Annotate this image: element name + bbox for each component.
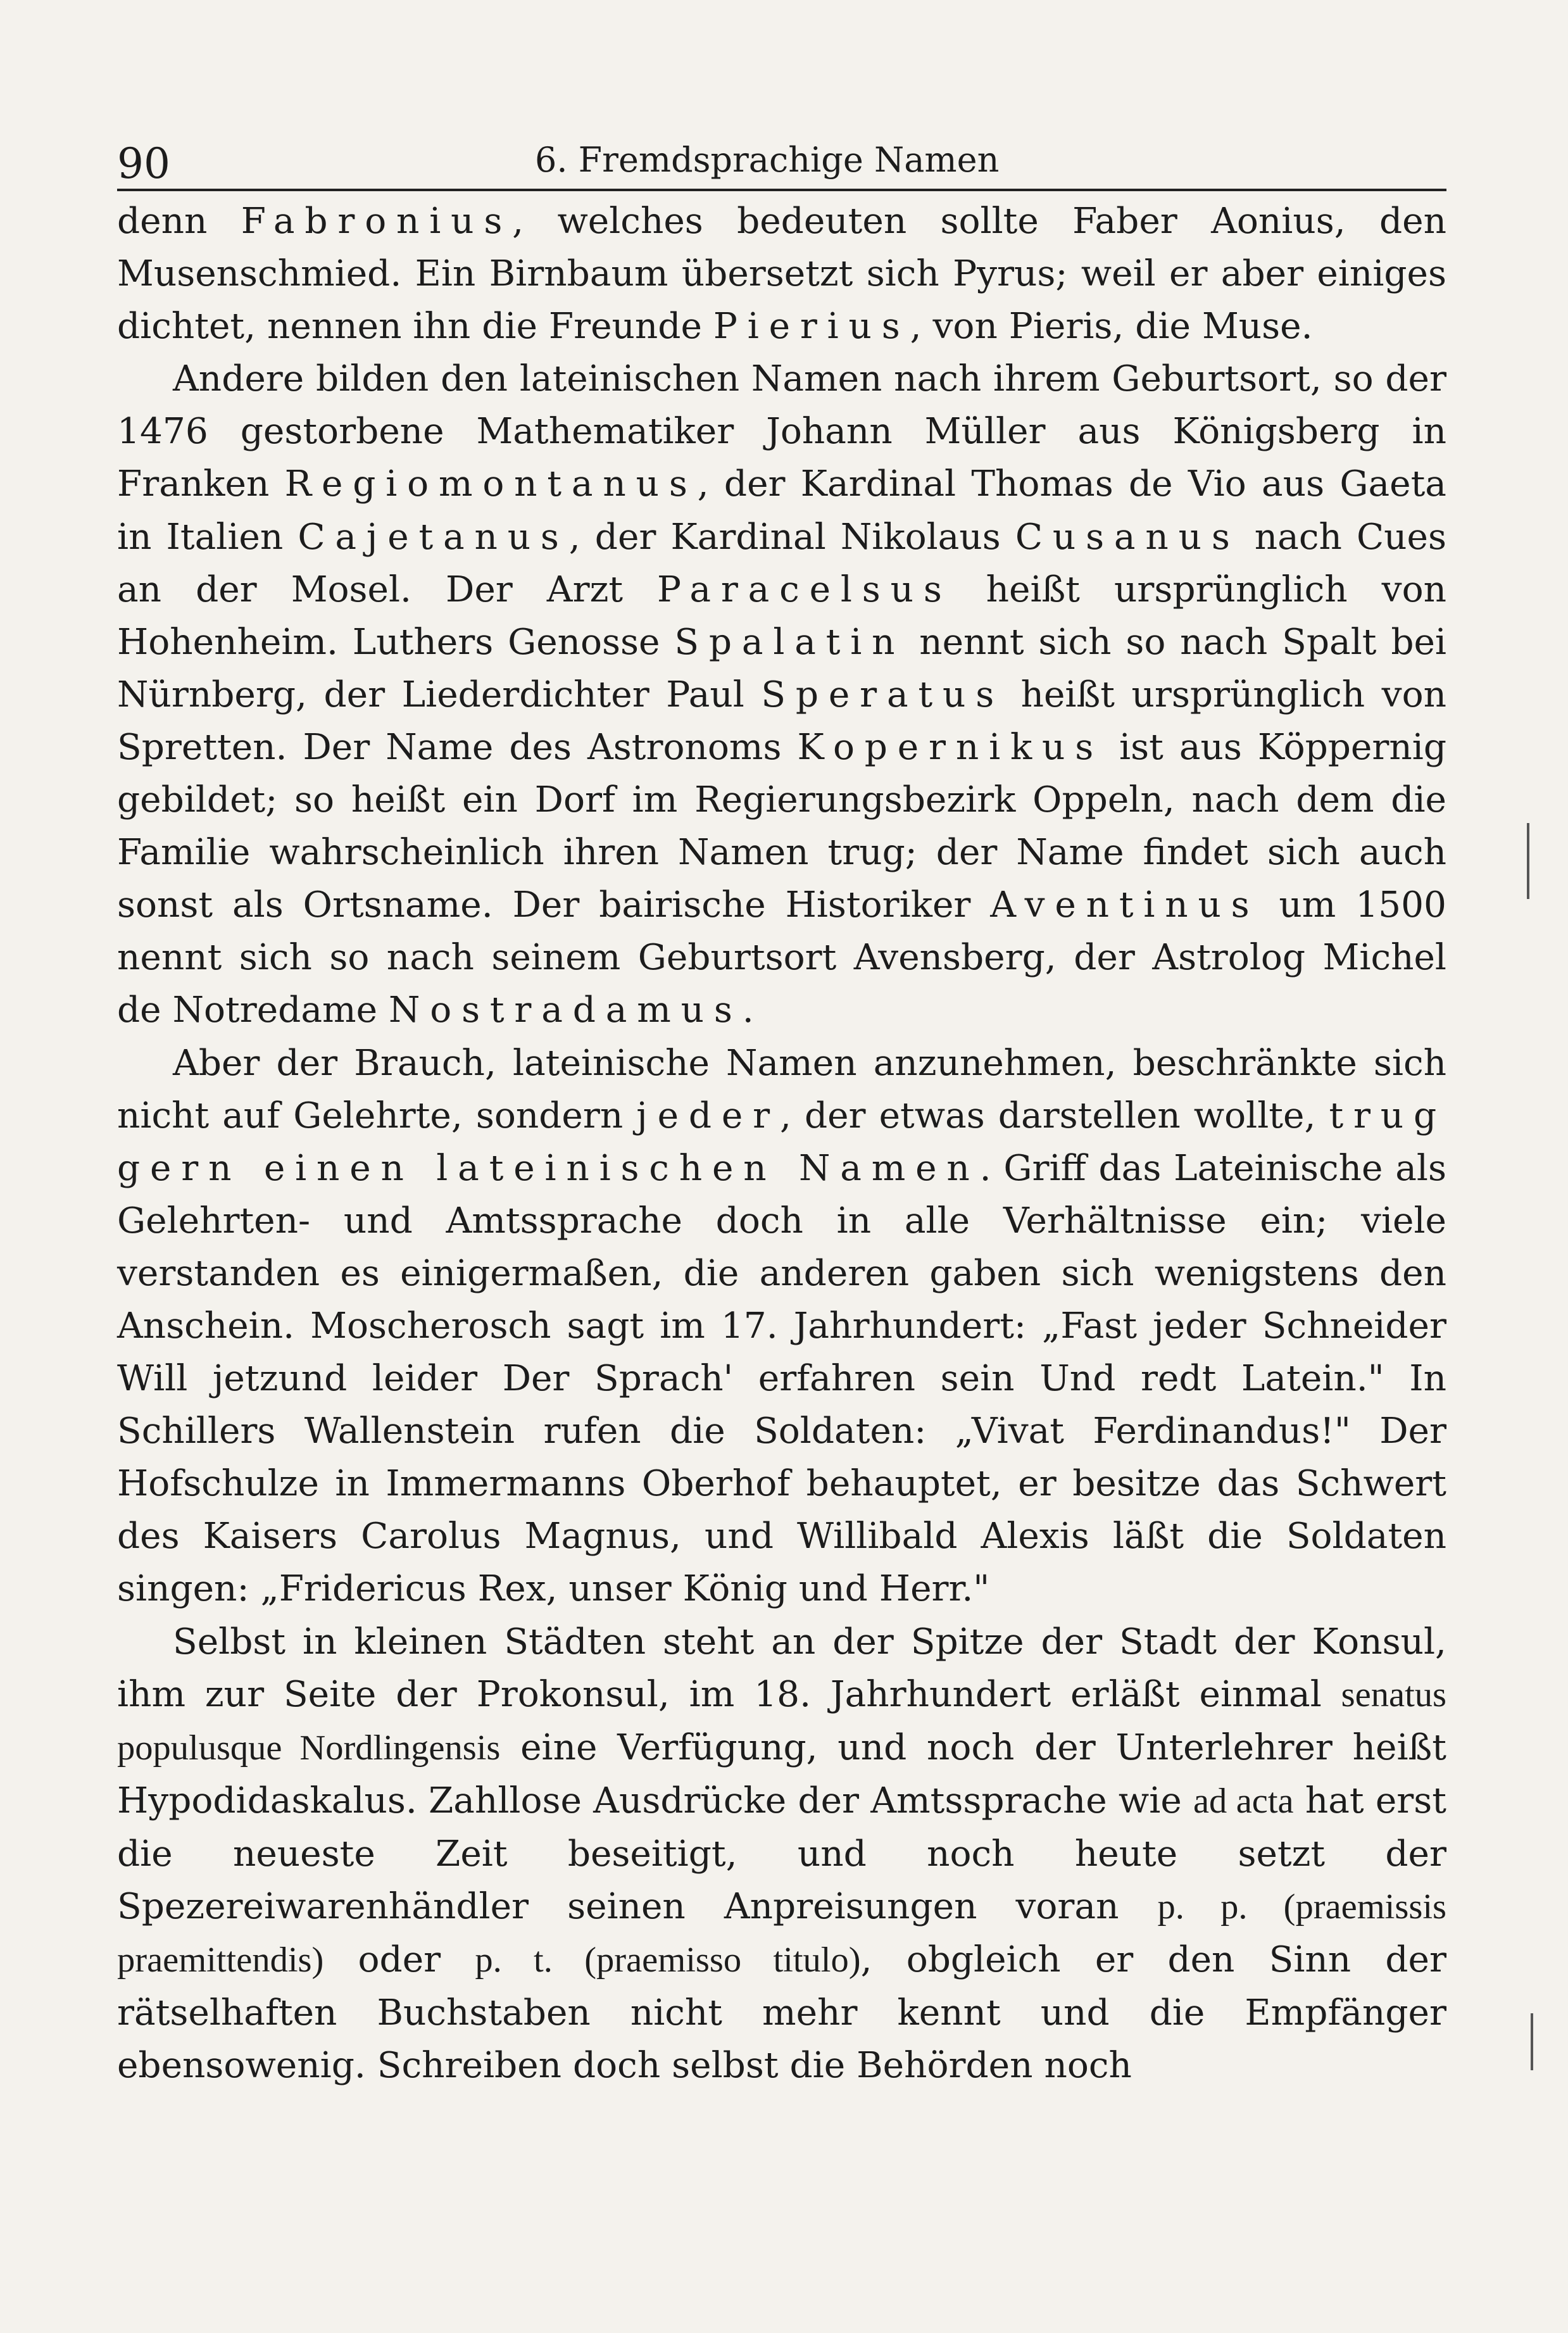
page-number: 90 xyxy=(117,139,170,188)
latin-text: senatus populusque Nordlingensis xyxy=(117,1675,1446,1768)
text-run: , der Kardinal Nikolaus xyxy=(568,516,1015,558)
text-run: ist aus Köppernig gebildet; so heißt ein Dorf im Regierungsbezirk Oppeln, nach dem die Familie wahrscheinlich ihren Namen trug; der Name findet sich auch sonst als Ortsname. Der bairische Historiker xyxy=(117,726,1446,926)
book-page xyxy=(117,108,1446,2273)
text-run: , von Pieris, die Muse. xyxy=(910,306,1313,348)
emphasized-text: Spalatin xyxy=(674,621,905,663)
running-title: 6. Fremdsprachige Namen xyxy=(535,140,1000,180)
paragraph xyxy=(117,195,1446,353)
text-run: , obgleich er den Sinn der rätselhaften Buchstaben nicht mehr kennt und die Empfänger ebensowenig. Schreiben doch selbst die Behörden noch xyxy=(117,1939,1446,2087)
text-run: heißt ursprünglich von Hohenheim. Luthers Genosse xyxy=(117,569,1446,663)
margin-scan-mark xyxy=(1531,2013,1533,2070)
emphasized-text: Nostradamus xyxy=(389,990,743,1031)
running-head xyxy=(117,108,1446,191)
paragraph xyxy=(117,1616,1446,2092)
text-run: denn xyxy=(117,201,241,242)
text-run: nach Cues an der Mosel. Der Arzt xyxy=(117,516,1446,610)
emphasized-text: Cajetanus xyxy=(298,516,569,558)
text-run: um 1500 nennt sich so nach seinem Geburtsort Avensberg, der Astrolog Michel de Notredame xyxy=(117,884,1446,1031)
latin-text: ad acta xyxy=(1193,1781,1294,1821)
emphasized-text: trug gern einen lateinischen Namen xyxy=(117,1095,1446,1189)
emphasized-text: Pierius xyxy=(713,306,910,348)
text-run: Andere bilden den lateinischen Namen nach ihrem Geburtsort, so der 1476 gestorbene Mathematiker Johann Müller aus Königsberg in Franken xyxy=(117,358,1446,505)
emphasized-text: Speratus xyxy=(761,674,1005,715)
latin-text: p. t. (praemisso titulo) xyxy=(475,1940,861,1980)
margin-scan-mark xyxy=(1527,823,1529,899)
emphasized-text: Paracelsus xyxy=(657,569,952,610)
latin-text: p. p. (praemissis praemittendis) xyxy=(117,1887,1447,1980)
emphasized-text: Kopernikus xyxy=(797,726,1104,768)
text-run: eine Verfügung, und noch der Unterlehrer heißt Hypodidaskalus. Zahllose Ausdrücke der Amtssprache wie xyxy=(117,1726,1446,1821)
text-run: heißt ursprünglich von Spretten. Der Name des Astronoms xyxy=(117,674,1446,768)
text-run: hat erst die neueste Zeit beseitigt, und noch heute setzt der Spezereiwarenhändler seinen Anpreisungen voran xyxy=(117,1780,1447,1927)
paragraph xyxy=(117,353,1446,1036)
text-run: . Griff das Lateinische als Gelehrten- und Amtssprache doch in alle Verhältnisse ein; viele verstanden es einigermaßen, die anderen gaben sich wenigstens den Anschein. Moscherosch sagt im 17. Jahrhundert: „Fast jeder Schneider Will jetzund leider Der Sprach' erfahren sein Und redt Latein." In Schillers Wallenstein rufen die Soldaten: „Vivat Ferdinandus!" Der Hofschulze in Immermanns Oberhof behauptet, er besitze das Schwert des Kaisers Carolus Magnus, und Willibald Alexis läßt die Soldaten singen: „Fridericus Rex, unser König und Herr." xyxy=(117,1147,1446,1610)
text-run: Selbst in kleinen Städten steht an der Spitze der Stadt der Konsul, ihm zur Seite der Prokonsul, im 18. Jahrhundert erläßt einmal xyxy=(117,1621,1446,1715)
emphasized-text: Regiomontanus xyxy=(284,463,698,505)
emphasized-text: jeder xyxy=(636,1095,780,1136)
text-run: , der Kardinal Thomas de Vio aus Gaeta in Italien xyxy=(117,463,1446,558)
emphasized-text: Cusanus xyxy=(1015,516,1240,558)
text-run: , welches bedeuten sollte Faber Aonius, den Musenschmied. Ein Birnbaum übersetzt sich Pyrus; weil er aber einiges dichtet, nennen ihn die Freunde xyxy=(117,201,1447,348)
text-run: oder xyxy=(323,1939,475,1981)
emphasized-text: Fabronius xyxy=(241,201,513,242)
paragraph xyxy=(117,1037,1446,1616)
text-run: , der etwas darstellen wollte, xyxy=(779,1095,1329,1136)
emphasized-text: Aventinus xyxy=(990,884,1260,926)
text-run: nennt sich so nach Spalt bei Nürnberg, der Liederdichter Paul xyxy=(117,621,1446,715)
body-text xyxy=(117,195,1446,2092)
text-run: . xyxy=(742,990,754,1031)
text-run: Aber der Brauch, lateinische Namen anzunehmen, beschränkte sich nicht auf Gelehrte, sondern xyxy=(117,1042,1446,1136)
